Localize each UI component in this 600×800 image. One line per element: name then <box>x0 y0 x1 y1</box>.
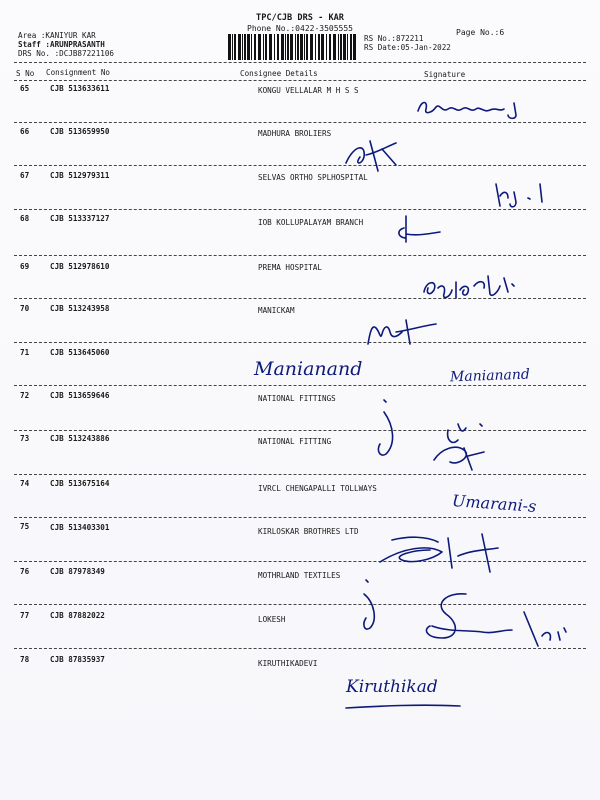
row-consignment: CJB 513645060 <box>50 348 110 357</box>
drs-number: DRS No. :DCJB87221106 <box>18 49 115 58</box>
row-divider <box>14 517 586 518</box>
row-consignment: CJB 87835937 <box>50 655 105 664</box>
signature-row-72 <box>372 396 402 460</box>
row-sno: 73 <box>20 434 30 443</box>
column-divider <box>14 80 586 81</box>
row-consignment: CJB 513659646 <box>50 391 110 400</box>
rs-number: RS No.:872211 <box>364 34 424 43</box>
row-consignee: MANICKAM <box>258 306 295 315</box>
signature-row-65 <box>410 93 530 125</box>
row-consignee: SELVAS ORTHO SPLHOSPITAL <box>258 173 368 182</box>
row-consignment: CJB 87882022 <box>50 611 105 620</box>
row-consignee: MADHURA BROLIERS <box>258 129 332 138</box>
row-sno: 68 <box>20 214 30 223</box>
row-consignee: NATIONAL FITTING <box>258 437 332 446</box>
signature-row-77 <box>412 588 576 660</box>
rs-date: RS Date:05-Jan-2022 <box>364 43 451 52</box>
signature-row-67 <box>488 178 558 212</box>
row-consignment: CJB 87978349 <box>50 567 105 576</box>
row-consignee: KIRLOSKAR BROTHRES LTD <box>258 527 359 536</box>
handwritten-signature: Umarani-s <box>451 491 537 516</box>
row-consignment: CJB 513659950 <box>50 127 110 136</box>
row-consignee: MOTHRLAND TEXTILES <box>258 571 341 580</box>
row-divider <box>14 474 586 475</box>
sheet-title: TPC/CJB DRS - KAR <box>256 13 344 23</box>
row-sno: 66 <box>20 127 30 136</box>
phone-number: Phone No.:0422-3505555 <box>247 24 353 33</box>
col-header-sno: S No <box>16 69 35 78</box>
header-divider <box>14 62 586 63</box>
row-sno: 76 <box>20 567 30 576</box>
barcode <box>228 34 358 60</box>
handwritten-signature: Kiruthikad <box>346 677 438 697</box>
col-header-consignment: Consignment No <box>46 68 111 77</box>
row-sno: 69 <box>20 262 30 271</box>
row-divider <box>14 430 586 431</box>
staff-label: Staff :ARUNPRASANTH <box>18 40 105 49</box>
row-consignment: CJB 513675164 <box>50 479 110 488</box>
row-consignment: CJB 513243958 <box>50 304 110 313</box>
row-consignment: CJB 512978610 <box>50 262 110 271</box>
signature-row-69 <box>420 268 532 308</box>
row-sno: 75 <box>20 522 30 531</box>
row-consignee: KIRUTHIKADEVI <box>258 659 318 668</box>
handwritten-name: Manianand <box>254 358 363 380</box>
row-consignment: CJB 513337127 <box>50 214 110 223</box>
area-label: Area :KANIYUR KAR <box>18 31 96 40</box>
signature-row-68 <box>392 212 446 248</box>
row-consignment: CJB 512979311 <box>50 171 110 180</box>
row-consignment: CJB 513243886 <box>50 434 110 443</box>
row-consignee: LOKESH <box>258 615 286 624</box>
handwritten-signature: Manianand <box>449 366 531 386</box>
signature-row-78 <box>340 674 470 714</box>
signature-row-66 <box>340 135 410 177</box>
signature-row-70 <box>362 314 442 348</box>
row-consignee: KONGU VELLALAR M H S S <box>258 86 359 95</box>
row-consignee: IVRCL CHENGAPALLI TOLLWAYS <box>258 484 377 493</box>
row-sno: 65 <box>20 84 30 93</box>
row-consignee: IOB KOLLUPALAYAM BRANCH <box>258 218 364 227</box>
signature-row-73 <box>428 420 494 478</box>
row-divider <box>14 255 586 256</box>
row-sno: 78 <box>20 655 30 664</box>
row-sno: 67 <box>20 171 30 180</box>
row-divider <box>14 385 586 386</box>
row-consignee: PREMA HOSPITAL <box>258 263 323 272</box>
signature-row-76 <box>356 574 396 634</box>
row-sno: 77 <box>20 611 30 620</box>
row-sno: 71 <box>20 348 30 357</box>
row-divider <box>14 165 586 166</box>
col-header-signature: Signature <box>424 70 466 79</box>
row-consignment: CJB 513633611 <box>50 84 110 93</box>
page-number: Page No.:6 <box>456 28 505 37</box>
row-consignment: CJB 513403301 <box>50 523 110 532</box>
col-header-consignee: Consignee Details <box>240 69 318 78</box>
row-sno: 72 <box>20 391 30 400</box>
row-divider <box>14 342 586 343</box>
row-sno: 70 <box>20 304 30 313</box>
row-sno: 74 <box>20 479 30 488</box>
row-consignee: NATIONAL FITTINGS <box>258 394 336 403</box>
